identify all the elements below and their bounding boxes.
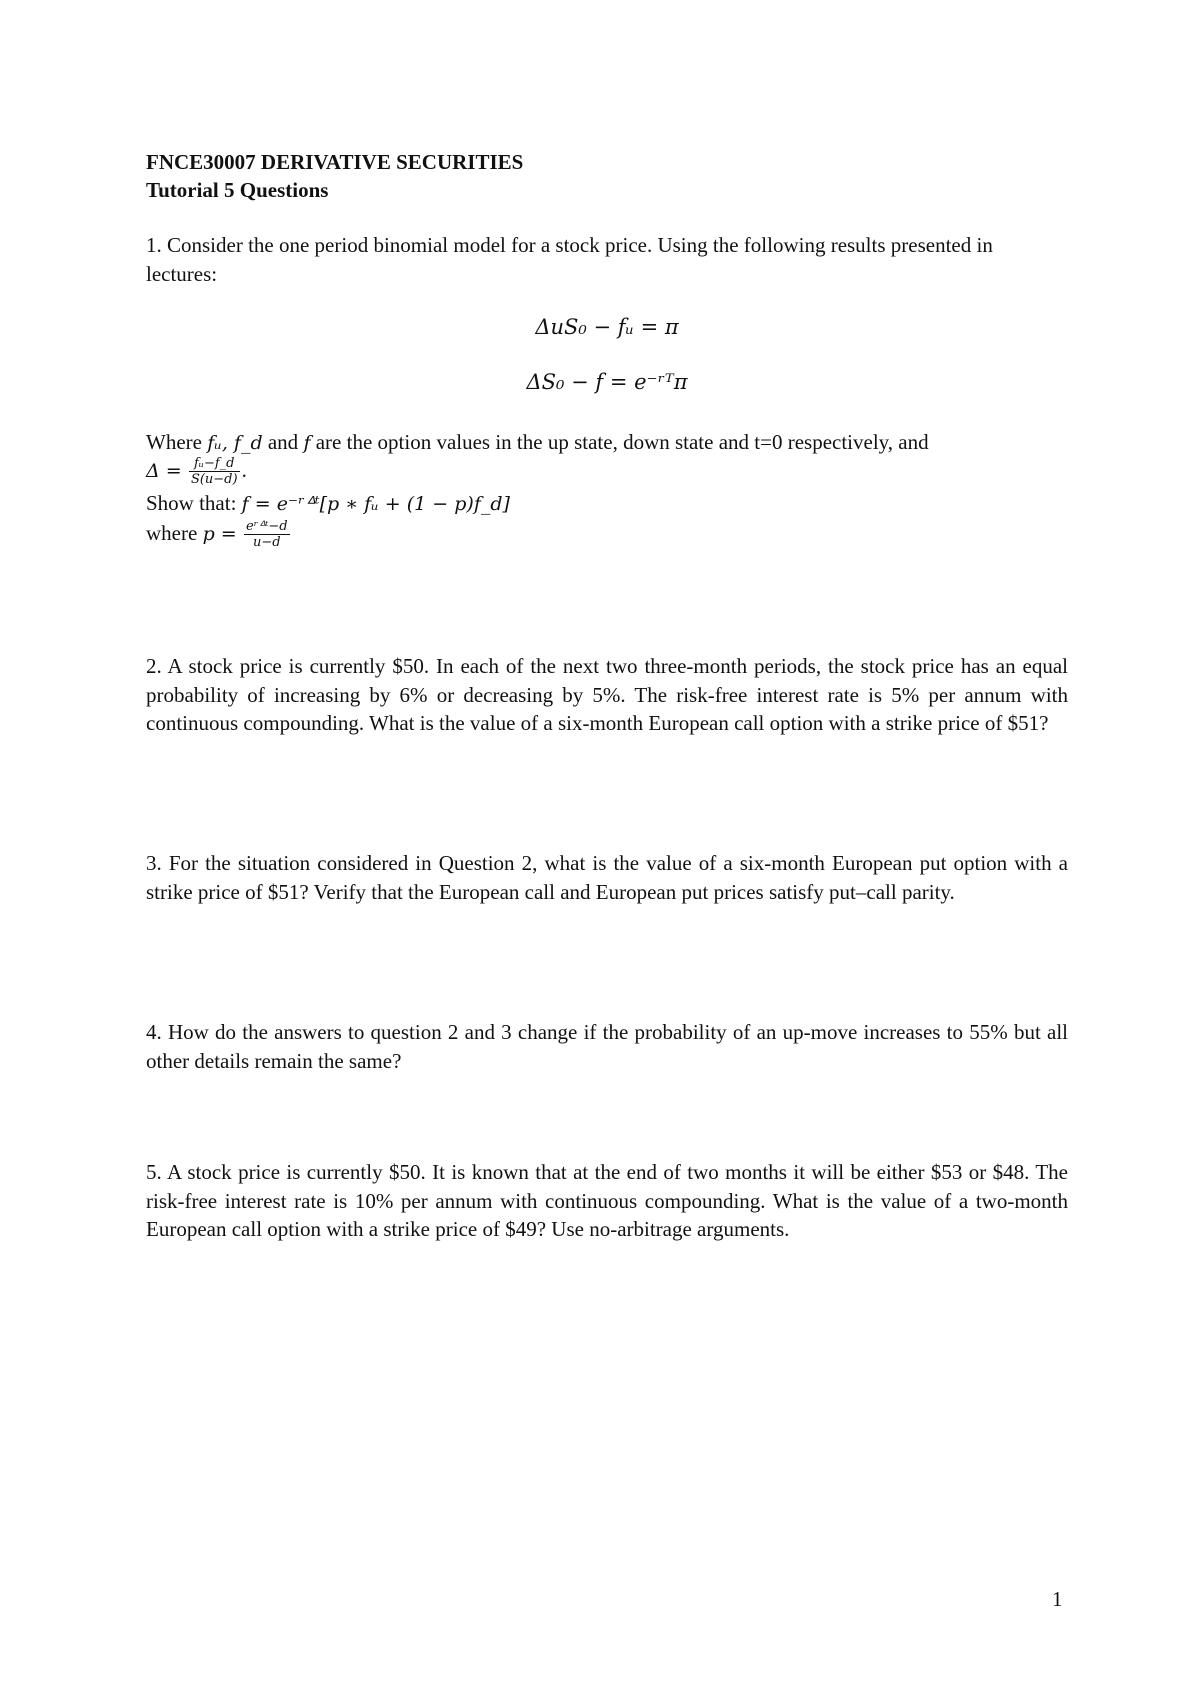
question-3: 3. For the situation considered in Question 2, what is the value of a six-month European put option with a strike price of $51? Verify that the European call and European put prices satisfy put–call parity. bbox=[146, 851, 1068, 904]
page-number: 1 bbox=[1052, 1587, 1063, 1611]
delta-definition: Δ = $\frac{\text{fᵤ−f\_d}}{S(u-d)}$ . bbox=[146, 456, 247, 488]
question-1-definitions bbox=[146, 428, 1068, 550]
course-title: FNCE30007 DERIVATIVE SECURITIES bbox=[146, 150, 524, 174]
question-4: 4. How do the answers to question 2 and 3 change if the probability of an up-move increases to 55% but all other details remain the same? bbox=[146, 1020, 1068, 1073]
equation-1: ΔuS₀ − fᵤ = π bbox=[535, 315, 679, 339]
delta-fraction: $\frac{\text{fᵤ−f\_d}}{S(u-d)}$ bbox=[190, 456, 238, 488]
show-that-line: Show that: f = e⁻ʳᐞᵗ[p ∗ fᵤ + (1 − p)f_d] bbox=[146, 491, 510, 516]
where-line: Where fᵤ, f_d and f are the option values in the up state, down state and t=0 respectively, and bbox=[146, 430, 929, 454]
question-1-intro: 1. Consider the one period binomial model for a stock price. Using the following results presented in lectures: bbox=[146, 233, 993, 286]
document-header bbox=[146, 148, 1068, 204]
p-fraction: $\frac{\text{eʳᐞᵗ−d}}{u-d}$ bbox=[245, 519, 288, 551]
question-2: 2. A stock price is currently $50. In each of the next two three-month periods, the stock price has an equal probability of increasing by 6% or decreasing by 5%. The risk-free interest rate is 5% per annum with continuous compounding. What is the value of a six-month European call option with a strike price of $51? bbox=[146, 654, 1068, 735]
tutorial-subtitle: Tutorial 5 Questions bbox=[146, 178, 329, 202]
question-5: 5. A stock price is currently $50. It is known that at the end of two months it will be either $53 or $48. The risk-free interest rate is 10% per annum with continuous compounding. What is the value of a two-month European call option with a strike price of $49? Use no-arbitrage arguments. bbox=[146, 1160, 1068, 1241]
p-definition: where p = $\frac{\text{eʳᐞᵗ−d}}{u-d}$ bbox=[146, 519, 288, 551]
equation-2: ΔS₀ − f = e⁻ʳᵀπ bbox=[526, 370, 688, 394]
